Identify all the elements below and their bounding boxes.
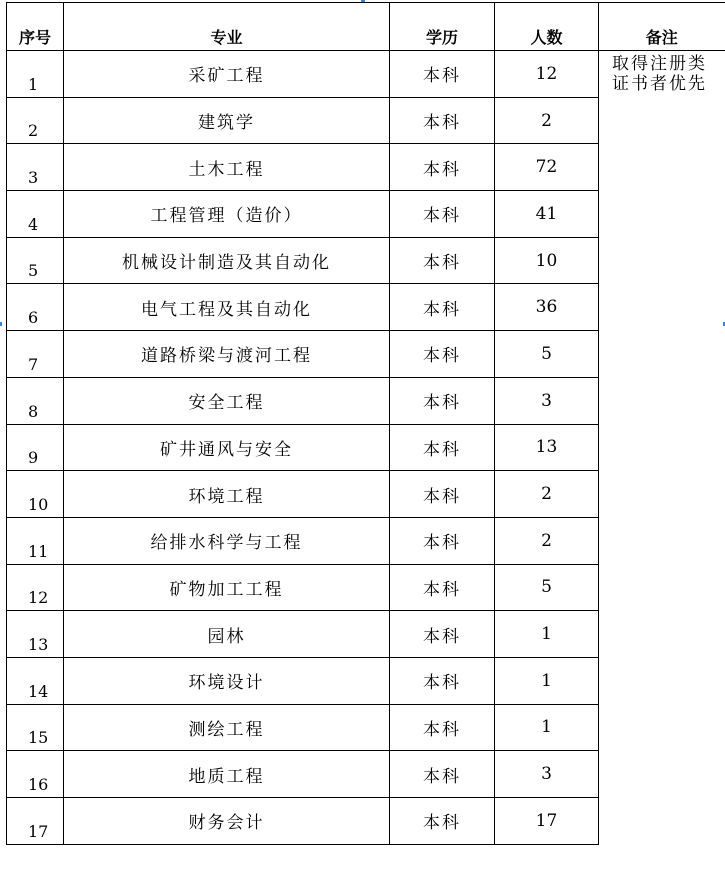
education-level: 本科 <box>390 51 495 98</box>
major-name: 安全工程 <box>64 377 390 424</box>
major-name: 园林 <box>64 611 390 658</box>
education-level: 本科 <box>390 751 495 798</box>
education-level: 本科 <box>390 377 495 424</box>
row-number: 6 <box>7 284 64 331</box>
education-level: 本科 <box>390 424 495 471</box>
education-level: 本科 <box>390 97 495 144</box>
education-level: 本科 <box>390 237 495 284</box>
row-number: 3 <box>7 144 64 191</box>
headcount: 2 <box>495 471 599 518</box>
headcount: 3 <box>495 751 599 798</box>
education-level: 本科 <box>390 657 495 704</box>
major-name: 电气工程及其自动化 <box>64 284 390 331</box>
education-level: 本科 <box>390 798 495 845</box>
row-number: 17 <box>7 798 64 845</box>
education-level: 本科 <box>390 331 495 378</box>
row-number: 5 <box>7 237 64 284</box>
education-level: 本科 <box>390 564 495 611</box>
headcount: 36 <box>495 284 599 331</box>
headcount: 72 <box>495 144 599 191</box>
headcount: 13 <box>495 424 599 471</box>
education-level: 本科 <box>390 284 495 331</box>
major-name: 采矿工程 <box>64 51 390 98</box>
margin-marker-left <box>0 322 2 326</box>
recruitment-table <box>6 2 725 845</box>
major-name: 地质工程 <box>64 751 390 798</box>
table-body <box>7 51 725 845</box>
row-number: 14 <box>7 657 64 704</box>
major-name: 财务会计 <box>64 798 390 845</box>
major-name: 矿物加工工程 <box>64 564 390 611</box>
row-number: 15 <box>7 704 64 751</box>
headcount: 2 <box>495 517 599 564</box>
row-number: 8 <box>7 377 64 424</box>
education-level: 本科 <box>390 704 495 751</box>
education-level: 本科 <box>390 471 495 518</box>
major-name: 工程管理（造价） <box>64 191 390 238</box>
major-name: 土木工程 <box>64 144 390 191</box>
major-name: 机械设计制造及其自动化 <box>64 237 390 284</box>
headcount: 1 <box>495 657 599 704</box>
row-number: 9 <box>7 424 64 471</box>
header-major: 专业 <box>64 3 390 51</box>
headcount: 1 <box>495 611 599 658</box>
header-count: 人数 <box>495 3 599 51</box>
header-education: 学历 <box>390 3 495 51</box>
table-row <box>7 51 725 98</box>
major-name: 建筑学 <box>64 97 390 144</box>
headcount: 2 <box>495 97 599 144</box>
major-name: 环境工程 <box>64 471 390 518</box>
headcount: 5 <box>495 331 599 378</box>
row-number: 4 <box>7 191 64 238</box>
education-level: 本科 <box>390 144 495 191</box>
remark-cell: 取得注册类证书者优先 <box>599 51 725 845</box>
headcount: 41 <box>495 191 599 238</box>
table-header-row <box>7 3 725 51</box>
row-number: 11 <box>7 517 64 564</box>
major-name: 测绘工程 <box>64 704 390 751</box>
major-name: 环境设计 <box>64 657 390 704</box>
row-number: 12 <box>7 564 64 611</box>
header-remark: 备注 <box>599 3 725 51</box>
headcount: 12 <box>495 51 599 98</box>
major-name: 道路桥梁与渡河工程 <box>64 331 390 378</box>
education-level: 本科 <box>390 611 495 658</box>
headcount: 17 <box>495 798 599 845</box>
margin-marker-top <box>361 0 365 2</box>
headcount: 10 <box>495 237 599 284</box>
header-no: 序号 <box>7 3 64 51</box>
education-level: 本科 <box>390 517 495 564</box>
education-level: 本科 <box>390 191 495 238</box>
headcount: 1 <box>495 704 599 751</box>
row-number: 16 <box>7 751 64 798</box>
major-name: 矿井通风与安全 <box>64 424 390 471</box>
row-number: 2 <box>7 97 64 144</box>
row-number: 13 <box>7 611 64 658</box>
major-name: 给排水科学与工程 <box>64 517 390 564</box>
row-number: 7 <box>7 331 64 378</box>
headcount: 3 <box>495 377 599 424</box>
row-number: 1 <box>7 51 64 98</box>
headcount: 5 <box>495 564 599 611</box>
row-number: 10 <box>7 471 64 518</box>
